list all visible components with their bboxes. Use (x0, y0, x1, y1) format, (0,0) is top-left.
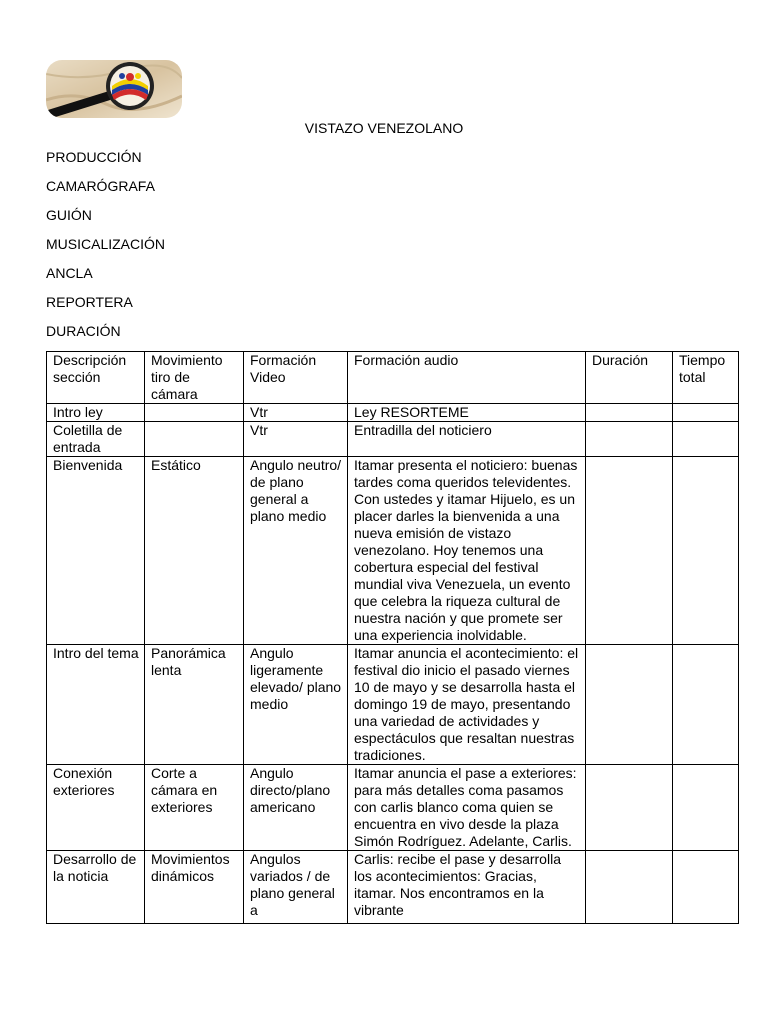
script-table (46, 351, 739, 924)
table-cell: Panorámica lenta (145, 645, 244, 765)
cell-text: Angulos variados / de plano general a (250, 851, 335, 918)
table-cell: Corte a cámara en exteriores (145, 765, 244, 851)
table-cell (244, 851, 348, 924)
table-row (47, 851, 739, 924)
field-camarografa: CAMARÓGRAFA (46, 178, 155, 194)
table-cell: Itamar anuncia el acontecimiento: el festival dio inicio el pasado viernes 10 de mayo y se desarrolla hasta el domingo 19 de mayo, presentando una variedad de actividades y espectáculos que resaltan nuestras tradiciones. (348, 645, 586, 765)
field-duracion: DURACIÓN (46, 323, 121, 339)
cell-text: Movimientos dinámicos (151, 851, 230, 884)
table-row (47, 422, 739, 457)
table-row (47, 645, 739, 765)
table-cell (145, 404, 244, 422)
table-cell (348, 851, 586, 924)
table-cell (673, 645, 739, 765)
table-cell (673, 457, 739, 645)
cell-text (679, 851, 734, 923)
table-cell: Bienvenida (47, 457, 145, 645)
table-cell (586, 422, 673, 457)
table-cell (673, 765, 739, 851)
field-produccion: PRODUCCIÓN (46, 149, 142, 165)
header-tiempo-total: Tiempo total (673, 352, 739, 404)
table-cell (47, 851, 145, 924)
table-cell: Vtr (244, 422, 348, 457)
field-reportera: REPORTERA (46, 294, 133, 310)
table-row (47, 404, 739, 422)
table-cell (145, 422, 244, 457)
table-cell (145, 851, 244, 924)
field-guion: GUIÓN (46, 207, 92, 223)
table-cell (586, 457, 673, 645)
table-cell: Angulo directo/plano americano (244, 765, 348, 851)
table-cell (586, 645, 673, 765)
table-cell: Conexión exteriores (47, 765, 145, 851)
field-ancla: ANCLA (46, 265, 93, 281)
table-cell: Ley RESORTEME (348, 404, 586, 422)
table-cell: Vtr (244, 404, 348, 422)
table-cell: Estático (145, 457, 244, 645)
table-cell (586, 851, 673, 924)
table-cell: Angulo neutro/ de plano general a plano medio (244, 457, 348, 645)
table-cell: Itamar anuncia el pase a exteriores: para más detalles coma pasamos con carlis blanco coma quien se encuentra en vivo desde la plaza Simón Rodríguez. Adelante, Carlis. (348, 765, 586, 851)
table-header-row (47, 352, 739, 404)
table-cell: Angulo ligeramente elevado/ plano medio (244, 645, 348, 765)
vistazo-logo (46, 60, 182, 118)
cell-text: Desarrollo de la noticia (53, 851, 137, 884)
table-row (47, 457, 739, 645)
header-formacion-audio: Formación audio (348, 352, 586, 404)
table-cell: Intro ley (47, 404, 145, 422)
header-formacion-video: Formación Video (244, 352, 348, 404)
table-cell (673, 404, 739, 422)
header-descripcion: Descripción sección (47, 352, 145, 404)
table-cell: Entradilla del noticiero (348, 422, 586, 457)
document-title: VISTAZO VENEZOLANO (304, 120, 464, 136)
table-row (47, 765, 739, 851)
table-cell (586, 765, 673, 851)
field-musicalizacion: MUSICALIZACIÓN (46, 236, 166, 252)
header-movimiento: Movimiento tiro de cámara (145, 352, 244, 404)
cell-text (592, 851, 668, 923)
table-cell (673, 422, 739, 457)
table-cell (586, 404, 673, 422)
table-cell (673, 851, 739, 924)
table-cell: Coletilla de entrada (47, 422, 145, 457)
table-cell: Itamar presenta el noticiero: buenas tardes coma queridos televidentes. Con ustedes y itamar Hijuelo, es un placer darles la bienvenida a una nueva emisión de vistazo venezolano. Hoy tenemos una cobertura especial del festival mundial viva Venezuela, un evento que celebra la riqueza cultural de nuestra nación y que promete ser una experiencia inolvidable. (348, 457, 586, 645)
cell-text: Carlis: recibe el pase y desarrolla los acontecimientos: Gracias, itamar. Nos encontramos en la vibrante (354, 851, 561, 918)
header-duracion: Duración (586, 352, 673, 404)
table-cell: Intro del tema (47, 645, 145, 765)
